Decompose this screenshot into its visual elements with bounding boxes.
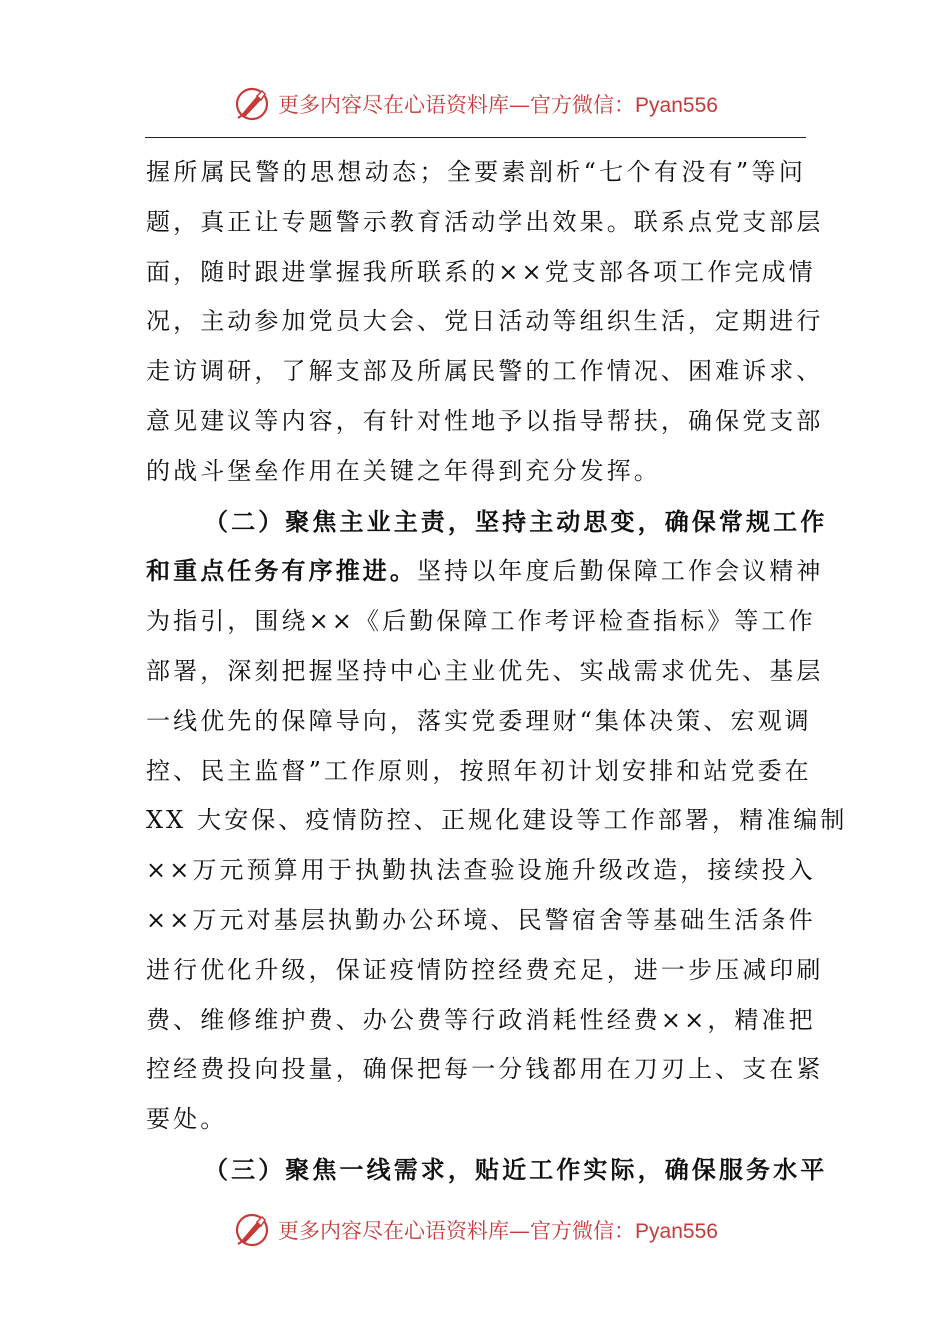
text-line: 控、民主监督”工作原则，按照年初计划安排和站党委在 [146, 756, 812, 785]
text-line: 意见建议等内容，有针对性地予以指导帮扶，确保党支部 [146, 406, 824, 435]
footer-banner [0, 1208, 950, 1252]
text-line: 部署，深刻把握坚持中心主业优先、实战需求优先、基层 [146, 656, 824, 685]
paragraph-1 [146, 148, 824, 497]
paragraph-3 [146, 1145, 828, 1195]
header-banner-text: 更多内容尽在心语资料库—官方微信：Pyan556 [278, 93, 718, 117]
text-line: 一线优先的保障导向，落实党委理财“集体决策、宏观调 [146, 706, 812, 735]
text-line: 面，随时跟进掌握我所联系的××党支部各项工作完成情 [146, 257, 816, 286]
header-divider [145, 137, 806, 138]
text-line: ××万元对基层执勤办公环境、民警宿舍等基础生活条件 [146, 905, 816, 934]
document-body [146, 148, 848, 1195]
paragraph-2 [146, 497, 848, 1145]
text-line: XX 大安保、疫情防控、正规化建设等工作部署，精准编制 [146, 806, 848, 835]
pen-nib-seal-icon [232, 1210, 272, 1250]
text-line: ××万元预算用于执勤执法查验设施升级改造，接续投入 [146, 856, 816, 885]
header-banner [0, 82, 950, 126]
text-line [146, 546, 824, 597]
text-line: 况，主动参加党员大会、党日活动等组织生活，定期进行 [146, 307, 824, 336]
text-line: 进行优化升级，保证疫情防控经费充足，进一步压减印刷 [146, 955, 824, 984]
text-span: 坚持以年度后勤保障工作会议精神 [417, 557, 824, 586]
pen-nib-seal-icon [232, 84, 272, 124]
text-line: 题，真正让专题警示教育活动学出效果。联系点党支部层 [146, 207, 824, 236]
footer-banner-text: 更多内容尽在心语资料库—官方微信：Pyan556 [278, 1219, 718, 1243]
text-line: 握所属民警的思想动态；全要素剖析“七个有没有”等问 [146, 158, 806, 186]
text-line: 要处。 [146, 1105, 228, 1134]
text-line: 费、维修维护费、办公费等行政消耗性经费××，精准把 [146, 1005, 816, 1034]
text-line: 的战斗堡垒作用在关键之年得到充分发挥。 [146, 456, 661, 485]
text-line: 控经费投向投量，确保把每一分钱都用在刀刃上、支在紧 [146, 1055, 824, 1084]
section-heading-2-cont: 和重点任务有序推进。 [146, 556, 417, 586]
header-wechat-id: Pyan556 [635, 94, 718, 117]
section-heading-3: （三）聚焦一线需求，贴近工作实际，确保服务水平 [204, 1154, 828, 1184]
footer-wechat-id: Pyan556 [635, 1220, 718, 1243]
text-line: 走访调研，了解支部及所属民警的工作情况、困难诉求、 [146, 357, 824, 386]
text-line: 为指引，围绕××《后勤保障工作考评检查指标》等工作 [146, 607, 816, 636]
section-heading-2: （二）聚焦主业主责，坚持主动思变，确保常规工作 [204, 506, 828, 536]
